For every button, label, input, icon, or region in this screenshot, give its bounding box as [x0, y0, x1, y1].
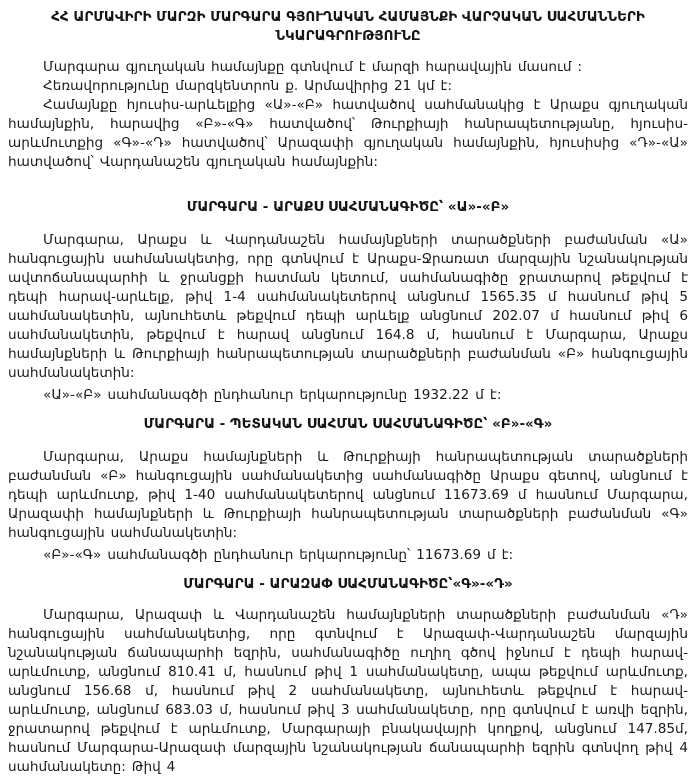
section-heading-margara-state-border: ՄԱՐԳԱՐԱ - ՊԵՏԱԿԱՆ ՍԱՀՄԱՆ ՍԱՀՄԱՆԱԳԻԾԸ՝ «Բ»-«Գ»: [143, 416, 553, 432]
section-length-margara-araks: «Ա»-«Բ» սահմանագծի ընդհանուր երկարությունը 1932.22 մ է:: [43, 387, 502, 403]
document-title: ՀՀ ԱՐՄԱՎԻՐԻ ՄԱՐԶԻ ՄԱՐԳԱՐԱ ԳՅՈՒՂԱԿԱՆ ՀԱՄԱՅՆՔԻ ՎԱՐՉԱԿԱՆ ՍԱՀՄԱՆՆԵՐԻ ՆԿԱՐԱԳՐՈՒԹՅՈՒՆԸ: [51, 9, 645, 44]
section-body-margara-araks: Մարգարա, Արաքս և Վարդանաշեն համայնքների տարածքների բաժանման «Ա» հանգուցային սահմանակետից, որը գտնվում է Արաքս-Ջրառատ մարզային նշանակության ավտոճանապարհի և ջրանցքի հատման կետում, սահմանագիծը ջրատարով թեքվում է դեպի հարավ-արևելք, թիվ 1-4 սահմանակետերով անցնում 1565.35 մ հասնում թիվ 5 սահմանակետին, այնուհետև թեքվում դեպի արևելք անցնում 202.07 մ հասնում թիվ 6 սահմանակետին, թեքվում է հարավ անցնում 164.8 մ, հասնում է Մարգարա, Արաքս համայնքների և Թուրքիայի հանրապետության տարածքների բաժանման «Բ» հանգուցային սահմանակետին:: [8, 232, 688, 381]
intro-paragraph-neighbors: Համայնքը հյուսիս-արևելքից «Ա»-«Բ» հատվածով սահմանակից է Արաքս գյուղական համայնքին, հարավից «Բ»-«Գ» հատվածով՝ Թուրքիայի հանրապետությանը, հյուսիս-արևմուտքից «Գ»-«Դ» հատվածով՝ Արազափի գյուղական համայնքին, հյուսիսից «Դ»-«Ա» հատվածով՝ Վարդանաշեն գյուղական համայնքին:: [8, 97, 688, 170]
section-heading-margara-arazap: ՄԱՐԳԱՐԱ - ԱՐԱԶԱՓ ՍԱՀՄԱՆԱԳԻԾԸ՝«Գ»-«Դ»: [183, 576, 513, 592]
section-heading-margara-araks: ՄԱՐԳԱՐԱ - ԱՐԱՔՍ ՍԱՀՄԱՆԱԳԻԾԸ՝ «Ա»-«Բ»: [186, 199, 510, 215]
intro-paragraph-location: Մարգարա գյուղական համայնքը գտնվում է մարզի հարավային մասում :: [43, 59, 583, 75]
section-body-margara-state-border: Մարգարա, Արաքս համայնքների և Թուրքիայի հանրապետության տարածքների բաժանման «Բ» հանգուցային սահմանակետից սահմանագիծը Արաքս գետով, անցնում է դեպի արևմուտք, թիվ 1-40 սահմանակետերով անցնում 11673.69 մ հասնում Մարգարա, Արազափի համայնքների և Թուրքիայի հանրապետության տարածքների բաժանման «Գ» հանգուցային սահմանակետին:: [8, 449, 688, 541]
intro-paragraph-distance: Հեռավորությունը մարզկենտրոն ք. Արմավիրից 21 կմ է:: [43, 78, 453, 94]
section-length-margara-state-border: «Բ»-«Գ» սահմանագծի ընդհանուր երկարությունը՝ 11673.69 մ է:: [43, 547, 514, 563]
section-body-margara-arazap: Մարգարա, Արազափ և Վարդանաշեն համայնքների տարածքների բաժանման «Դ» հանգուցային սահմանակետից, որը գտնվում է Արազափ-Վարդանաշեն մարզային նշանակության ճանապարհի եզրին, սահմանագիծը ուղիղ գծով իջնում է դեպի հարավ-արևմուտք, անցնում 810.41 մ, հասնում թիվ 1 սահմանակետը, ապա թեքվում արևմուտք, անցնում 156.68 մ, հասնում թիվ 2 սահմանակետը, այնուհետև թեքվում է հարավ-արևմուտք, անցնում 683.03 մ, հասնում թիվ 3 սահմանակետը, որը գտնվում է առվի եզրին, ջրատարով թեքվում է արևմուտք, Մարգարայի բնակավայրի կողքով, անցնում 147.85մ, հասնում Մարգարա-Արազափ մարզային նշանակության ճանապարհի եզրին գտնվող թիվ 4 սահմանակետը: Թիվ 4: [8, 607, 688, 775]
